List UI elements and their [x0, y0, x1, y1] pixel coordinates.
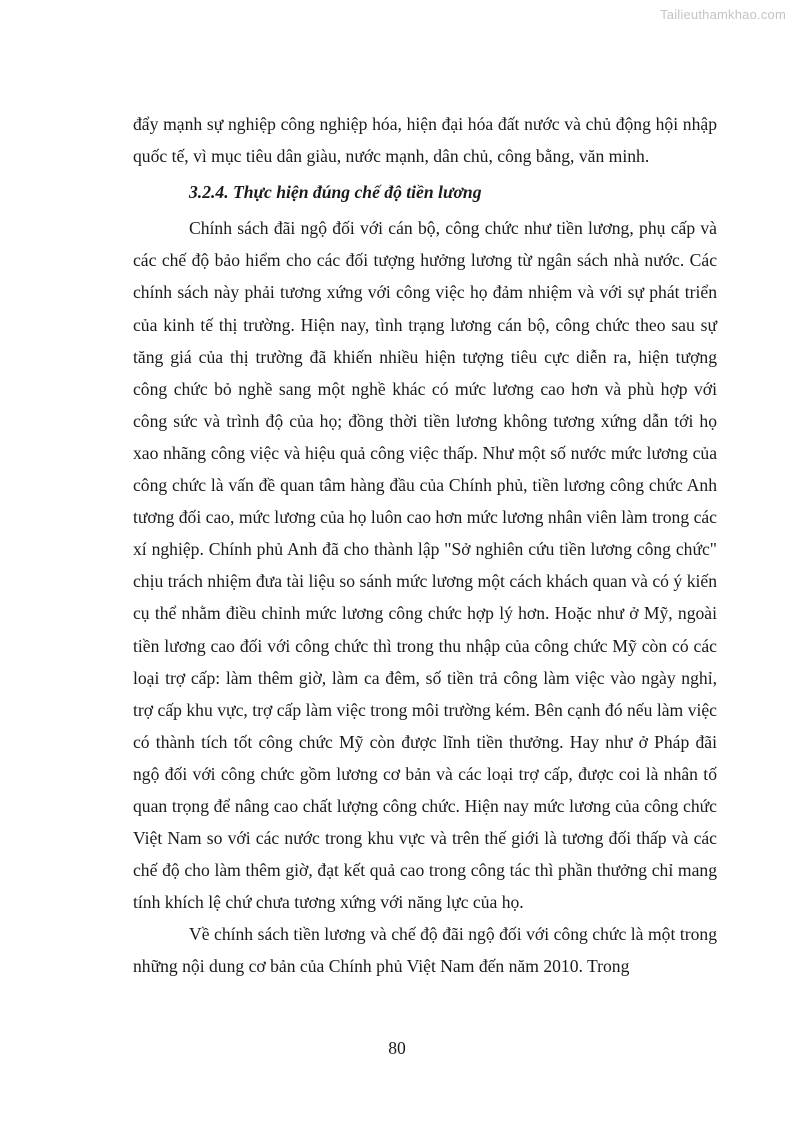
page-number: 80	[388, 1038, 406, 1058]
paragraph-continuation: đẩy mạnh sự nghiệp công nghiệp hóa, hiện đại hóa đất nước và chủ động hội nhập quốc tế, vì mục tiêu dân giàu, nước mạnh, dân chủ, công bằng, văn minh.	[133, 114, 717, 167]
paragraph-salary-policy: Chính sách đãi ngộ đối với cán bộ, công chức như tiền lương, phụ cấp và các chế độ bảo hiểm cho các đối tượng hưởng lương từ ngân sách nhà nước. Các chính sách này phải tương xứng với công việc họ đảm nhiệm và với sự phát triển của kinh tế thị trường. Hiện nay, tình trạng lương cán bộ, công chức theo sau sự tăng giá của thị trường đã khiến nhiều hiện tượng tiêu cực diễn ra, hiện tượng công chức bỏ nghề sang một nghề khác có mức lương cao hơn và phù hợp với công sức và trình độ của họ; đồng thời tiền lương không tương xứng dẫn tới họ xao nhãng công việc và hiệu quả công việc thấp. Như một số nước mức lương của công chức là vấn đề quan tâm hàng đầu của Chính phủ, tiền lương công chức Anh tương đối cao, mức lương của họ luôn cao hơn mức lương nhân viên làm trong các xí nghiệp. Chính phủ Anh đã cho thành lập "Sở nghiên cứu tiền lương công chức" chịu trách nhiệm đưa tài liệu so sánh mức lương một cách khách quan và có ý kiến cụ thể nhằm điều chỉnh mức lương công chức hợp lý hơn. Hoặc như ở Mỹ, ngoài tiền lương cao đối với công chức thì trong thu nhập của công chức Mỹ còn có các loại trợ cấp: làm thêm giờ, làm ca đêm, số tiền trả công làm việc vào ngày nghỉ, trợ cấp khu vực, trợ cấp làm việc trong môi trường kém. Bên cạnh đó nếu làm việc có thành tích tốt công chức Mỹ còn được lĩnh tiền thưởng. Hay như ở Pháp đãi ngộ đối với công chức gồm lương cơ bản và các loại trợ cấp, được coi là nhân tố quan trọng để nâng cao chất lượng công chức. Hiện nay mức lương của công chức Việt Nam so với các nước trong khu vực và trên thế giới là tương đối thấp và các chế độ cho làm thêm giờ, đạt kết quả cao trong công tác thì phần thưởng chỉ mang tính khích lệ chứ chưa tương xứng với năng lực của họ.	[133, 218, 717, 913]
paragraph-vietnam-policy: Về chính sách tiền lương và chế độ đãi ngộ đối với công chức là một trong những nội dung cơ bản của Chính phủ Việt Nam đến năm 2010. Trong	[133, 924, 717, 977]
section-heading: 3.2.4. Thực hiện đúng chế độ tiền lương	[189, 182, 482, 203]
watermark: Tailieuthamkhao.com	[660, 7, 786, 22]
page-body	[133, 108, 717, 983]
